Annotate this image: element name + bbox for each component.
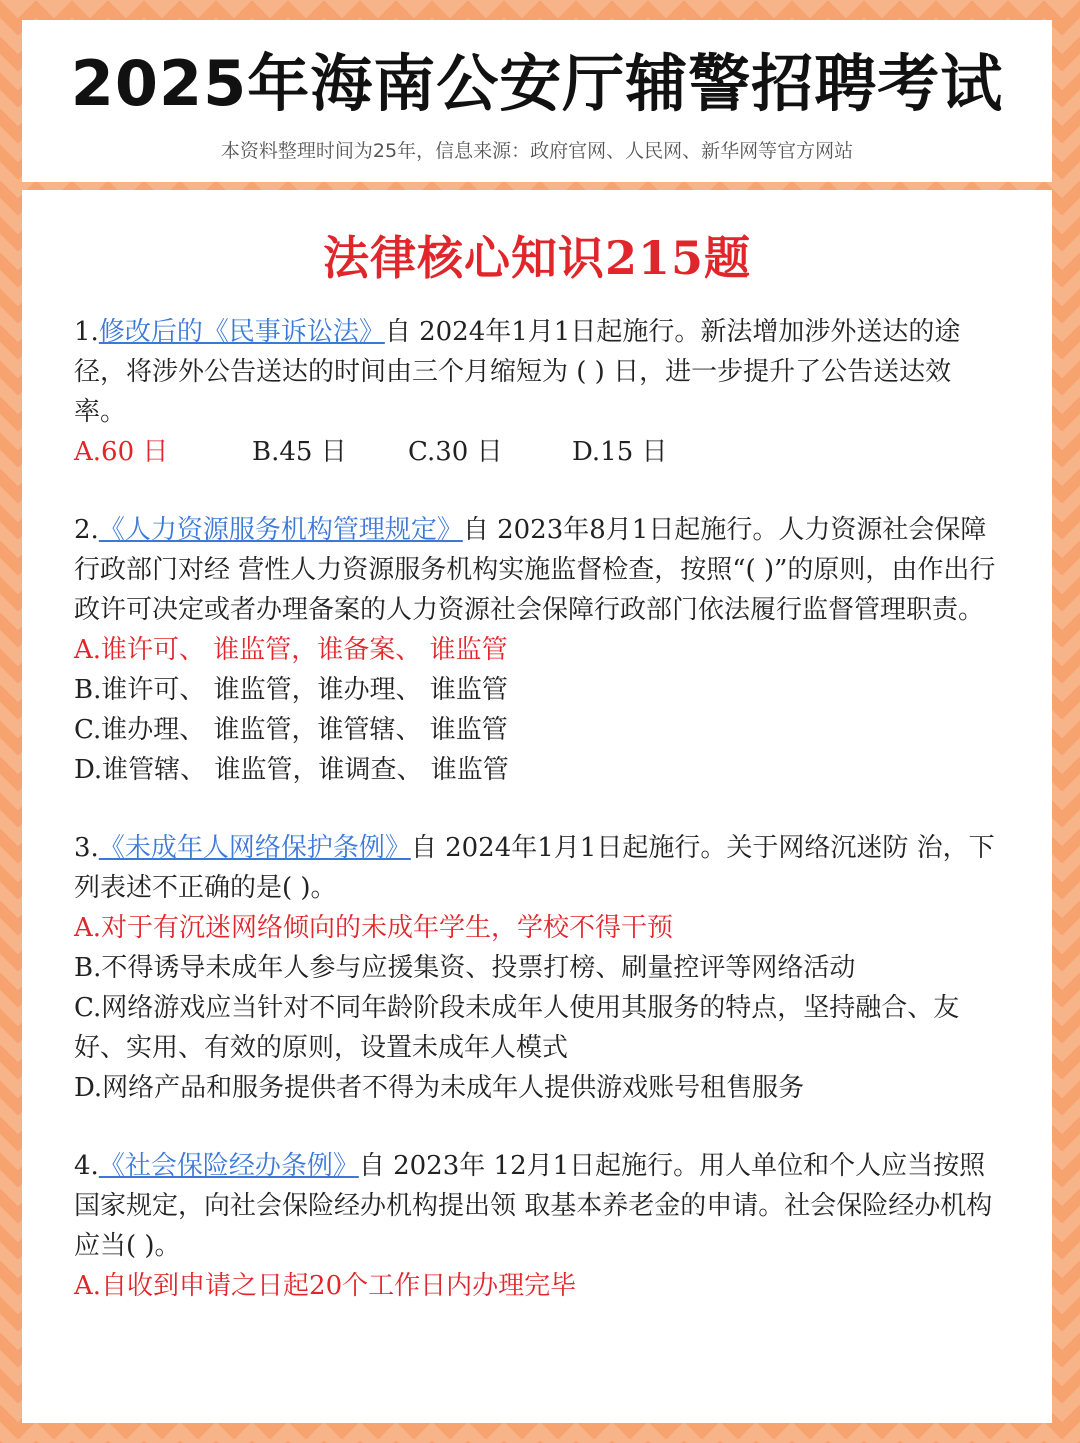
question-number: 2. bbox=[74, 515, 99, 545]
law-link[interactable]: 《人力资源服务机构管理规定》 bbox=[98, 515, 463, 545]
option-b: B.不得诱导未成年人参与应援集资、投票打榜、刷量控评等网络活动 bbox=[74, 953, 856, 983]
option-row bbox=[74, 432, 1000, 472]
question-body: 自 2023年 12月1日起施行。用人单位和个人应当按照国家规定，向社会保险经办机构提出领 取基本养老金的申请。社会保险经办机构应当( )。 bbox=[74, 1151, 993, 1261]
question-body: 自 2024年1月1日起施行。新法增加涉外送达的途径，将涉外公告送达的时间由三个月缩短为 ( ) 日，进一步提升了公告送达效率。 bbox=[74, 317, 961, 427]
option-b: B.45 日 bbox=[252, 437, 347, 467]
question-number: 3. bbox=[74, 833, 99, 863]
option-c: C.30 日 bbox=[408, 437, 503, 467]
header-banner bbox=[22, 20, 1052, 182]
option-a-correct: A.谁许可、 谁监管，谁备案、 谁监管 bbox=[74, 635, 508, 665]
question-text bbox=[74, 1146, 1000, 1266]
question-number: 4. bbox=[74, 1151, 99, 1181]
law-link[interactable]: 《未成年人网络保护条例》 bbox=[98, 833, 411, 863]
option-a-correct: A.自收到申请之日起20个工作日内办理完毕 bbox=[74, 1271, 577, 1301]
option-a-correct: A.60 日 bbox=[74, 437, 169, 467]
question-text bbox=[74, 828, 1000, 908]
option-d: D.谁管辖、 谁监管，谁调查、 谁监管 bbox=[74, 755, 509, 785]
content-card bbox=[22, 190, 1052, 1423]
question-text bbox=[74, 510, 1000, 630]
question-number: 1. bbox=[74, 317, 99, 347]
option-b: B.谁许可、 谁监管，谁办理、 谁监管 bbox=[74, 675, 508, 705]
option-c: C.网络游戏应当针对不同年龄阶段未成年人使用其服务的特点，坚持融合、友好、实用、有效的原则，设置未成年人模式 bbox=[74, 993, 960, 1063]
option-d: D.网络产品和服务提供者不得为未成年人提供游戏账号租售服务 bbox=[74, 1073, 805, 1103]
page-title: 2025年海南公安厅辅警招聘考试 bbox=[70, 47, 1004, 120]
question-body: 自 2023年8月1日起施行。人力资源社会保障行政部门对经 营性人力资源服务机构实施监督检查，按照“( )”的原则，由作出行政许可决定或者办理备案的人力资源社会保障行政部门依法履行监督管理职责。 bbox=[74, 515, 996, 625]
option-c: C.谁办理、 谁监管，谁管辖、 谁监管 bbox=[74, 715, 508, 745]
question-1 bbox=[74, 312, 1000, 472]
law-link[interactable]: 修改后的《民事诉讼法》 bbox=[98, 317, 385, 347]
source-note: 本资料整理时间为25年，信息来源：政府官网、人民网、新华网等官方网站 bbox=[220, 140, 854, 162]
law-link[interactable]: 《社会保险经办条例》 bbox=[98, 1151, 359, 1181]
question-4 bbox=[74, 1146, 1000, 1306]
section-title: 法律核心知识215题 bbox=[322, 231, 752, 285]
option-a-correct: A.对于有沉迷网络倾向的未成年学生，学校不得干预 bbox=[74, 913, 674, 943]
question-text bbox=[74, 312, 1000, 432]
question-2 bbox=[74, 510, 1000, 790]
question-body: 自 2024年1月1日起施行。关于网络沉迷防 治，下列表述不正确的是( )。 bbox=[74, 833, 995, 903]
question-list bbox=[22, 288, 1052, 1306]
question-3 bbox=[74, 828, 1000, 1108]
option-d: D.15 日 bbox=[572, 437, 668, 467]
